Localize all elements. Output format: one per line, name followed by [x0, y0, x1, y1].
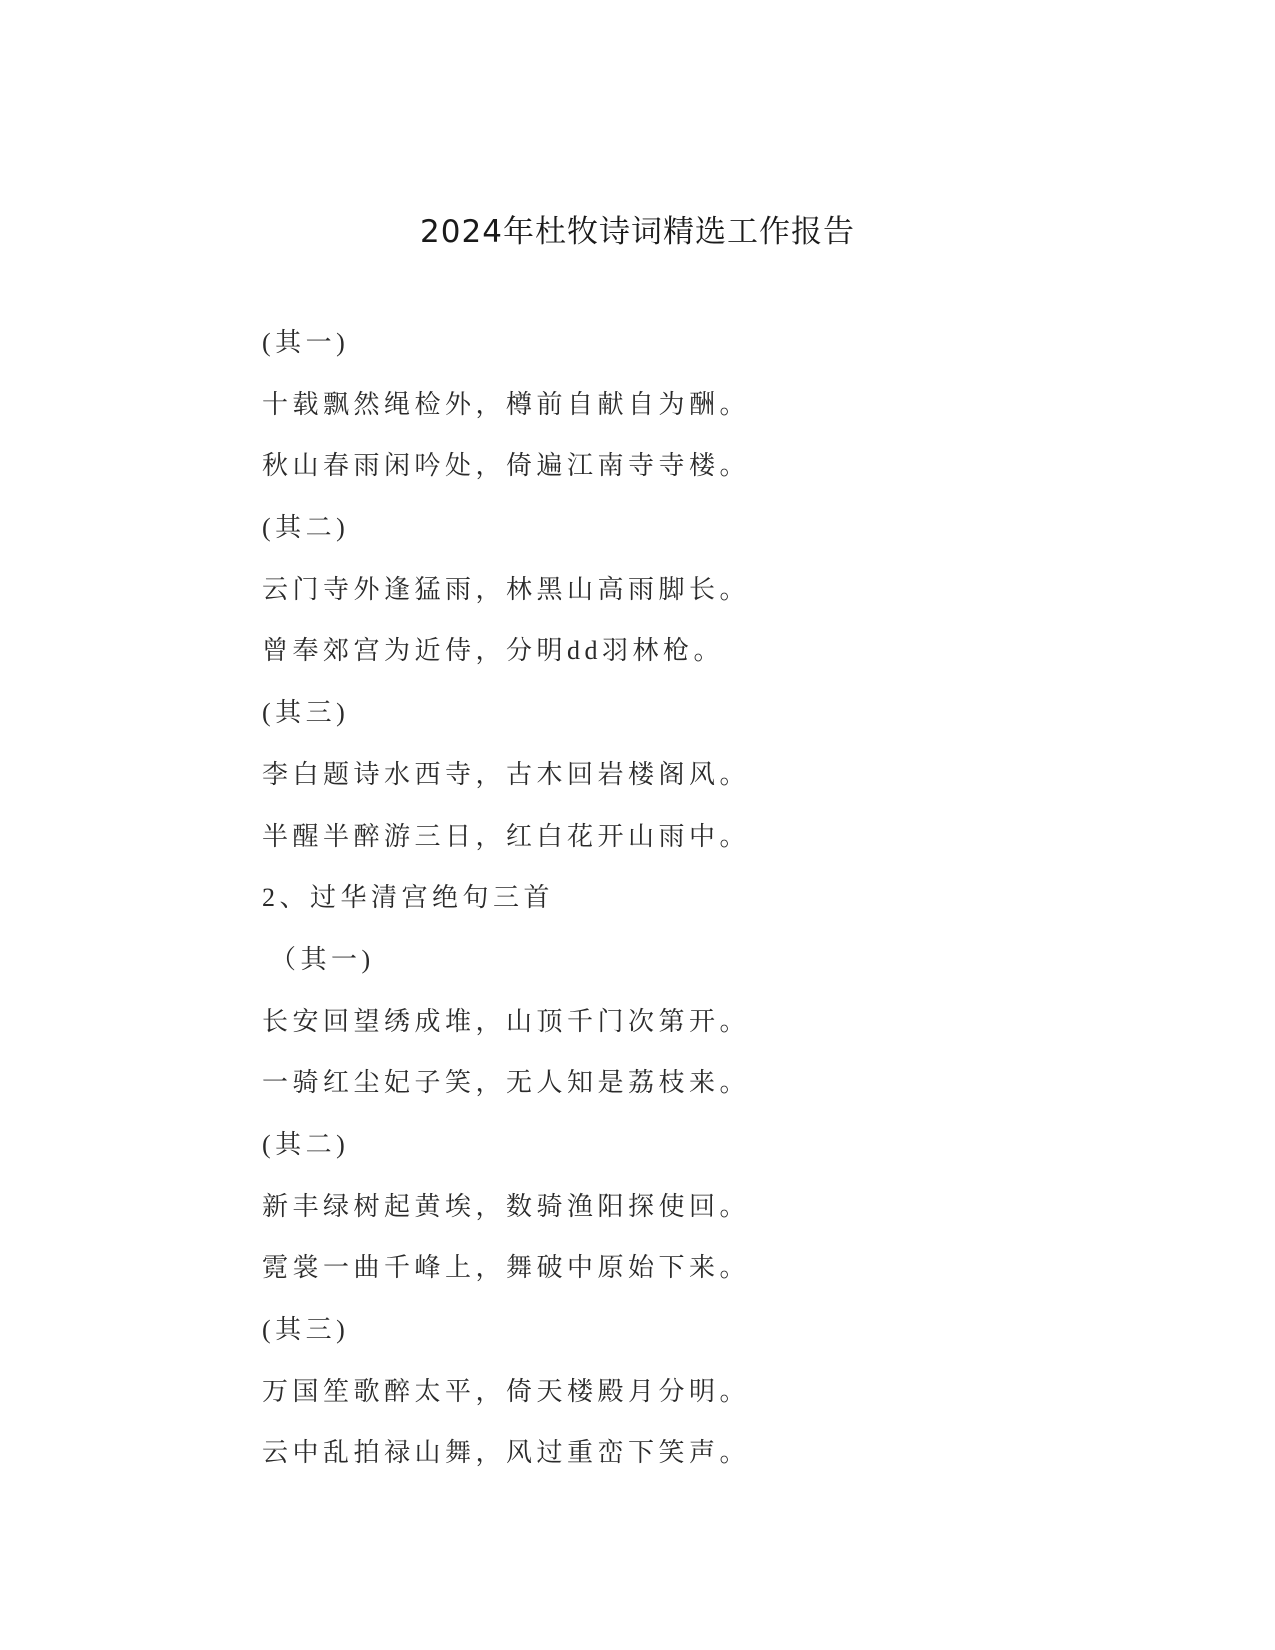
poem-line: 半醒半醉游三日，红白花开山雨中。 [262, 821, 751, 851]
poem-line: 霓裳一曲千峰上，舞破中原始下来。 [262, 1253, 751, 1283]
poem-title: 2、过华清宫绝句三首 [262, 883, 555, 913]
poem-line: 秋山春雨闲吟处，倚遍江南寺寺楼。 [262, 451, 751, 481]
poem-line: 长安回望绣成堆，山顶千门次第开。 [262, 1006, 751, 1036]
poem-line: 一骑红尘妃子笑，无人知是荔枝来。 [262, 1068, 751, 1098]
poem-line: 新丰绿树起黄埃，数骑渔阳探使回。 [262, 1191, 751, 1221]
section-heading: (其二) [262, 1129, 350, 1159]
poem-line: 云门寺外逢猛雨，林黑山高雨脚长。 [262, 574, 751, 604]
poem-line: 李白题诗水西寺，古木回岩楼阁风。 [262, 759, 751, 789]
document-body [262, 328, 1022, 1500]
document-title: 2024年杜牧诗词精选工作报告 [420, 214, 855, 250]
poem-line: 万国笙歌醉太平，倚天楼殿月分明。 [262, 1376, 751, 1406]
section-heading: (其三) [262, 1315, 350, 1344]
poem-line: 云中乱拍禄山舞，风过重峦下笑声。 [262, 1438, 751, 1468]
section-heading: (其三) [262, 698, 350, 728]
poem-line: 曾奉郊宫为近侍，分明dd羽林枪。 [262, 636, 725, 666]
poem-line: 十载飘然绳检外，樽前自献自为酬。 [262, 389, 751, 419]
section-heading: （其一) [270, 944, 375, 974]
section-heading: (其一) [262, 328, 350, 357]
section-heading: (其二) [262, 513, 350, 543]
